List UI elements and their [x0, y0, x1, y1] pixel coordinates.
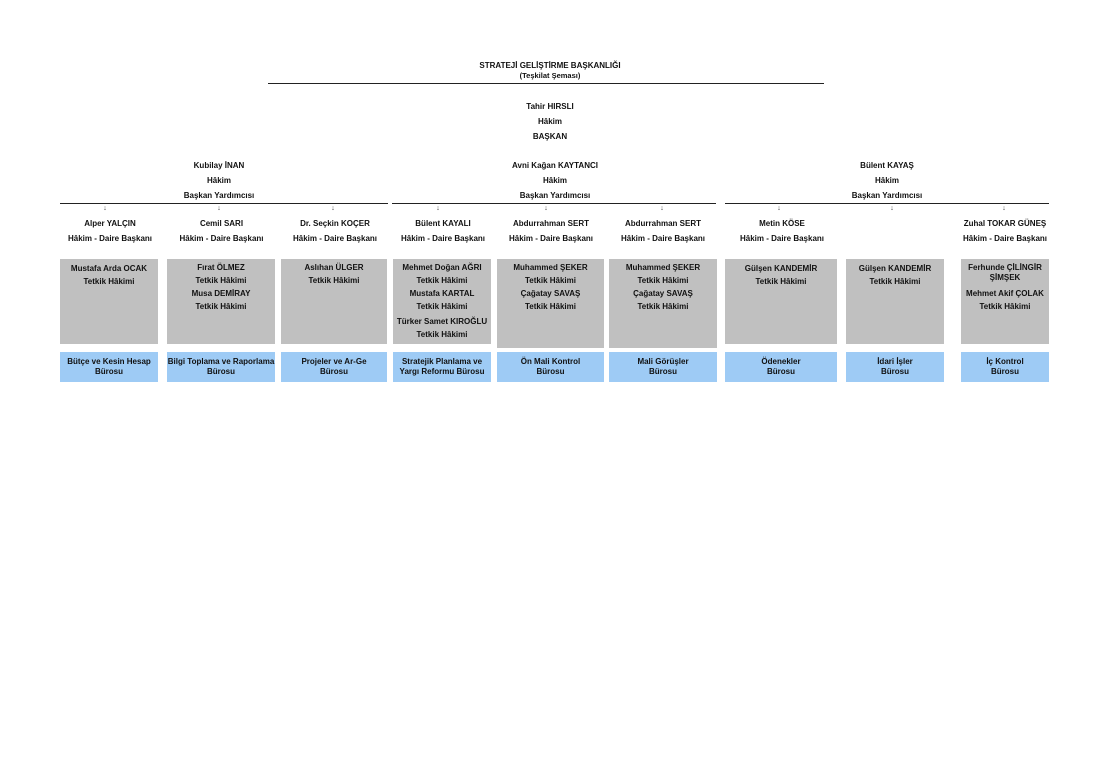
unit-label: Bürosu — [207, 367, 235, 376]
unit-label: Bürosu — [649, 367, 677, 376]
department-head-title: Hâkim - Daire Başkanı — [400, 234, 486, 243]
unit-label: Bürosu — [95, 367, 123, 376]
group-line-2 — [392, 203, 716, 204]
staff-line: Ferhunde ÇİLİNGİR ŞİMŞEK — [968, 263, 1042, 282]
unit-label: Bürosu — [991, 367, 1019, 376]
department-head-name: Abdurrahman SERT — [512, 219, 589, 228]
staff-box-3 — [281, 259, 387, 344]
staff-line: Tetkik Hâkimi — [525, 276, 576, 285]
vice-president-2 — [485, 158, 625, 203]
unit-label: Stratejik Planlama ve — [401, 357, 483, 366]
vp-role: Başkan Yardımcısı — [851, 191, 923, 200]
department-head-name: Bülent KAYALI — [415, 219, 471, 228]
staff-box-8 — [846, 259, 944, 344]
vp-title: Hâkim — [874, 176, 899, 185]
vice-president-3 — [817, 158, 957, 203]
unit-box-7 — [725, 352, 837, 382]
connector-arrow-icon: ↓ — [660, 205, 664, 212]
president-title: Hâkim — [537, 117, 562, 126]
connector-arrow-icon: ↓ — [544, 205, 548, 212]
unit-label: Bürosu — [536, 367, 565, 376]
unit-box-9 — [961, 352, 1049, 382]
unit-label: Bilgi Toplama ve Raporlama — [167, 357, 275, 366]
unit-box-3 — [281, 352, 387, 382]
staff-line: Tetkik Hâkimi — [416, 330, 468, 339]
vice-president-1 — [149, 158, 289, 203]
department-head-name: Alper YALÇIN — [84, 219, 136, 228]
connector-arrow-icon: ↓ — [777, 205, 781, 212]
staff-box-2 — [167, 259, 275, 344]
vp-name: Kubilay İNAN — [193, 161, 245, 170]
staff-line: Mustafa KARTAL — [409, 289, 475, 298]
connector-arrow-icon: ↓ — [217, 205, 221, 212]
unit-box-4 — [393, 352, 491, 382]
group-line-1 — [60, 203, 388, 204]
staff-line: Mehmet Akif ÇOLAK — [966, 289, 1044, 298]
staff-line: Tetkik Hâkimi — [637, 302, 689, 311]
unit-label: Bürosu — [767, 367, 795, 376]
connector-arrow-icon: ↓ — [890, 205, 894, 212]
department-head-4 — [388, 216, 498, 246]
staff-box-5 — [497, 259, 604, 348]
department-head-7 — [727, 216, 837, 246]
department-head-3 — [280, 216, 390, 246]
vp-name: Avni Kağan KAYTANCI — [512, 161, 598, 170]
connector-arrow-icon: ↓ — [436, 205, 440, 212]
staff-line: Tetkik Hâkimi — [83, 277, 135, 286]
staff-line: Mehmet Doğan AĞRI — [402, 263, 482, 272]
president-role: BAŞKAN — [532, 132, 568, 141]
staff-box-9 — [961, 259, 1049, 344]
staff-line: Musa DEMİRAY — [191, 289, 251, 298]
unit-label: Projeler ve Ar-Ge — [301, 357, 367, 366]
department-head-title: Hâkim - Daire Başkanı — [67, 234, 153, 243]
staff-line: Aslıhan ÜLGER — [304, 263, 364, 272]
president-name: Tahir HIRSLI — [526, 102, 574, 111]
staff-line: Tetkik Hâkimi — [195, 302, 247, 311]
staff-line: Tetkik Hâkimi — [525, 302, 576, 311]
staff-line: Tetkik Hâkimi — [195, 276, 247, 285]
staff-line: Mustafa Arda OCAK — [70, 264, 148, 273]
department-head-1 — [55, 216, 165, 246]
vp-title: Hâkim — [542, 176, 567, 185]
department-head-5 — [496, 216, 606, 246]
vp-role: Başkan Yardımcısı — [519, 191, 591, 200]
unit-label: Ön Mali Kontrol — [520, 357, 581, 366]
staff-line: Fırat ÖLMEZ — [197, 263, 245, 272]
department-head-title: Hâkim - Daire Başkanı — [508, 234, 594, 243]
department-head-name: Abdurrahman SERT — [624, 219, 701, 228]
staff-line: Gülşen KANDEMİR — [858, 264, 932, 273]
department-head-2 — [164, 216, 279, 246]
vp-role: Başkan Yardımcısı — [183, 191, 255, 200]
staff-line: Tetkik Hâkimi — [416, 302, 468, 311]
staff-box-4 — [393, 259, 491, 344]
staff-box-7 — [725, 259, 837, 344]
unit-box-6 — [609, 352, 717, 382]
department-head-title: Hâkim - Daire Başkanı — [620, 234, 706, 243]
unit-label: Bütçe ve Kesin Hesap — [67, 357, 151, 366]
staff-line: Tetkik Hâkimi — [979, 302, 1031, 311]
staff-box-1 — [60, 259, 158, 344]
unit-label: Yargı Reformu Bürosu — [399, 367, 485, 376]
staff-line: Tetkik Hâkimi — [308, 276, 360, 285]
department-head-title: Hâkim - Daire Başkanı — [739, 234, 825, 243]
connector-arrow-icon: ↓ — [1002, 205, 1006, 212]
staff-line: Çağatay SAVAŞ — [633, 289, 693, 298]
unit-box-2 — [167, 352, 275, 382]
department-head-name: Cemil SARI — [199, 219, 244, 228]
staff-line: Tetkik Hâkimi — [869, 277, 921, 286]
department-head-title: Hâkim - Daire Başkanı — [179, 234, 264, 243]
chart-subtitle: (Teşkilat Şeması) — [519, 71, 581, 80]
department-head-name: Dr. Seçkin KOÇER — [300, 219, 370, 228]
department-head-name: Metin KÖSE — [759, 219, 805, 228]
unit-label: Bürosu — [881, 367, 909, 376]
staff-line: Gülşen KANDEMİR — [744, 264, 818, 273]
unit-box-1 — [60, 352, 158, 382]
connector-arrow-icon: ↓ — [331, 205, 335, 212]
staff-line: Türker Samet KIROĞLU — [396, 317, 488, 326]
unit-box-8 — [846, 352, 944, 382]
staff-line: Muhammed ŞEKER — [625, 263, 701, 272]
department-head-title: Hâkim - Daire Başkanı — [292, 234, 378, 243]
staff-line: Tetkik Hâkimi — [637, 276, 689, 285]
staff-line: Çağatay SAVAŞ — [520, 289, 581, 298]
unit-box-5 — [497, 352, 604, 382]
connector-arrow-icon: ↓ — [103, 205, 107, 212]
department-head-name: Zuhal TOKAR GÜNEŞ — [963, 219, 1047, 228]
staff-line: Muhammed ŞEKER — [513, 263, 588, 272]
chart-title: STRATEJİ GELİŞTİRME BAŞKANLIĞI — [479, 61, 621, 70]
department-head-6 — [607, 216, 719, 246]
staff-box-6 — [609, 259, 717, 348]
department-head-9 — [950, 216, 1060, 246]
unit-label: Bürosu — [320, 367, 348, 376]
vp-name: Bülent KAYAŞ — [860, 161, 914, 170]
vp-title: Hâkim — [206, 176, 231, 185]
unit-label: İç Kontrol — [986, 357, 1024, 366]
unit-label: Mali Görüşler — [637, 357, 689, 366]
staff-line: Tetkik Hâkimi — [416, 276, 468, 285]
department-head-title: Hâkim - Daire Başkanı — [962, 234, 1048, 243]
unit-label: Ödenekler — [761, 357, 801, 366]
group-line-3 — [725, 203, 1049, 204]
title-underline — [268, 83, 824, 84]
unit-label: İdari İşler — [877, 357, 913, 366]
staff-line: Tetkik Hâkimi — [755, 277, 807, 286]
